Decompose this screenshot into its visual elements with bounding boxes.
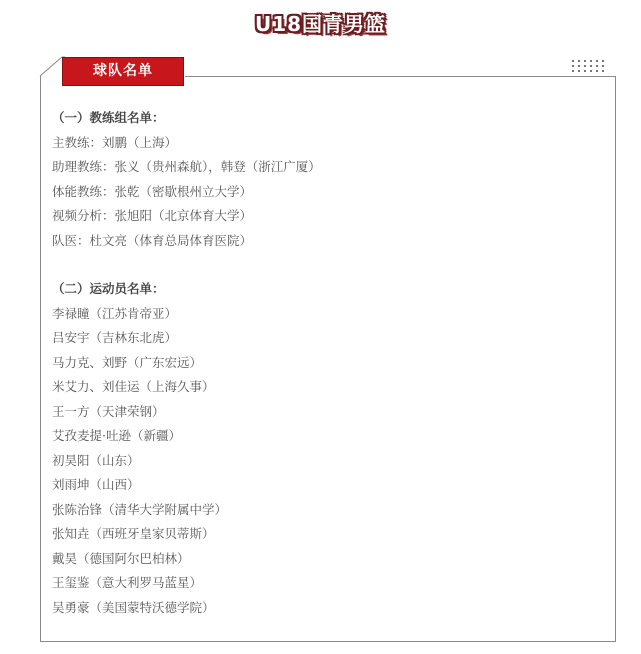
section-tab	[62, 57, 184, 86]
section-tab-label: 球队名单	[93, 63, 153, 79]
coach-item: 主教练：刘鹏（上海）	[52, 134, 178, 150]
coach-item: 助理教练：张义（贵州森航），韩登（浙江广厦）	[52, 159, 321, 174]
dot-grid-decoration	[572, 60, 610, 74]
players-heading: （二）运动员名单：	[52, 281, 165, 296]
coach-item: 体能教练：张乾（密歇根州立大学）	[52, 183, 253, 199]
player-item: 吴勇豪（美国蒙特沃德学院）	[52, 599, 215, 615]
section-spacer	[52, 253, 602, 277]
player-item: 戴昊（德国阿尔巴柏林）	[52, 550, 190, 566]
coach-item: 队医：杜文亮（体育总局体育医院）	[52, 232, 253, 248]
player-item: 张知垚（西班牙皇家贝蒂斯）	[52, 526, 215, 541]
player-item: 艾孜麦提·吐逊（新疆）	[52, 428, 181, 443]
coaches-heading: （一）教练组名单：	[52, 110, 165, 125]
player-item: 王一方（天津荣钢）	[52, 403, 165, 419]
player-item: 马力克、刘野（广东宏远）	[52, 354, 203, 370]
player-item: 初昊阳（山东）	[52, 452, 140, 468]
player-item: 张陈治锋（清华大学附属中学）	[52, 501, 228, 517]
page-title: U18国青男篮	[254, 12, 387, 36]
player-item: 李禄瞳（江苏肯帝亚）	[52, 305, 178, 321]
coach-item: 视频分析：张旭阳（北京体育大学）	[52, 208, 253, 223]
player-item: 王玺鉴（意大利罗马蓝星）	[52, 575, 203, 590]
player-item: 刘雨坤（山西）	[52, 477, 140, 492]
player-item: 吕安宇（吉林东北虎）	[52, 330, 178, 345]
player-item: 米艾力、刘佳运（上海久事）	[52, 379, 215, 394]
roster-content	[52, 106, 602, 620]
